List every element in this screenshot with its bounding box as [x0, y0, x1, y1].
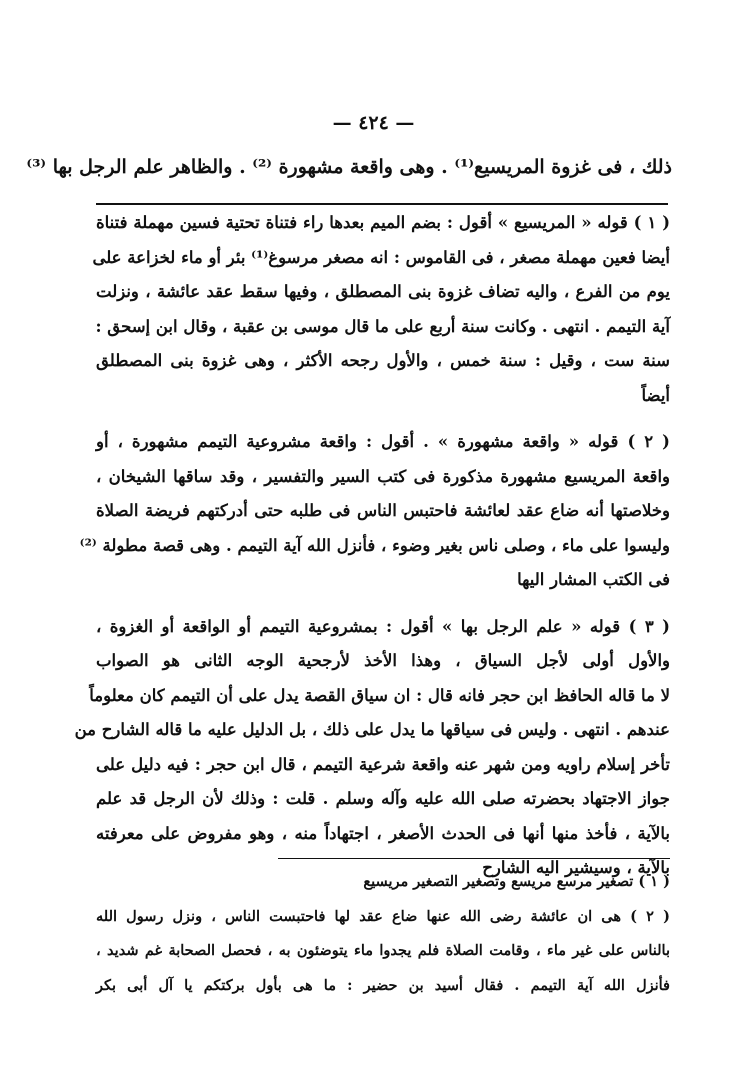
main-text-line: ذلك ، فى غزوة المريسيع⁽¹⁾ . وهى واقعة مشهورة ⁽²⁾ . والظاهر علم الرجل بها ⁽³⁾ [26, 156, 672, 178]
footnote-line: ( ١ ) تصغير مرسع مريسع وتصغير التصغير مريسيع [363, 873, 670, 890]
commentary-note-2 [79, 425, 670, 598]
text-line: عندهم . انتهى . وليس فى سياقها ما يدل على ذلك ، بل الدليل عليه ما قاله الشارح من [74, 720, 670, 739]
commentary-body [74, 206, 670, 898]
footnote-line: بالناس على غير ماء ، وقامت الصلاة فلم يجدوا ماء يتوضئون به ، فحصل الصحابة غم شديد ، [96, 942, 670, 959]
text-line: بالآية ، وسيشير اليه الشارح [482, 858, 670, 877]
text-line: فى الكتب المشار اليها [517, 570, 670, 589]
text-line: ( ١ ) قوله « المريسيع » أقول : بضم الميم بعدها راء فتناة تحتية فسين مهملة فتناة [96, 213, 670, 232]
text-line: واقعة المريسيع مشهورة مذكورة فى كتب السير والتفسير ، وقد ساقها الشيخان ، [96, 466, 670, 486]
text-line: يوم من الفرع ، واليه تضاف غزوة بنى المصطلق ، وفيها سقط عقد عائشة ، ونزلت [96, 282, 670, 301]
text-line: وخلاصتها أنه ضاع عقد لعائشة فاحتبس الناس فى طلبه حتى أدركتهم فريضة الصلاة [96, 501, 670, 520]
text-line: سنة ست ، وقيل : سنة خمس ، والأول رجحه الأكثر ، وهى غزوة بنى المصطلق [96, 351, 670, 370]
text-line: تأخر إسلام راويه ومن شهر عنه واقعة شرعية التيمم ، قال ابن حجر : فيه دليل على [96, 754, 670, 774]
text-line: جواز الاجتهاد بحضرته صلى الله عليه وآله وسلم . قلت : وذلك لأن الرجل قد علم [96, 789, 670, 808]
text-line: لا ما قاله الحافظ ابن حجر فانه قال : ان سياق القصة يدل على أن التيمم كان معلوماً [89, 685, 670, 705]
footnote-line: ( ٢ ) هى ان عائشة رضى الله عنها ضاع عقد لها فاحتبست الناس ، ونزل رسول الله [96, 907, 670, 925]
footnote-divider [278, 858, 670, 859]
text-line: ( ٣ ) قوله « علم الرجل بها » أقول : بمشروعية التيمم أو الواقعة أو الغزوة ، [96, 616, 670, 636]
commentary-divider [96, 203, 668, 205]
text-line: آية التيمم . انتهى . وكانت سنة أربع على ما قال موسى بن عقبة ، وقال ابن إسحق : [95, 316, 670, 336]
text-line: وليسوا على ماء ، وصلى ناس بغير وضوء ، فأنزل الله آية التيمم . وهى قصة مطولة ⁽²⁾ [79, 535, 670, 555]
footnote-line: فأنزل الله آية التيمم . فقال أسيد بن حضير : ما هى بأول بركتكم يا آل أبى بكر [96, 976, 670, 994]
page-number: — ٤٢٤ — [332, 112, 415, 134]
text-line: ( ٢ ) قوله « واقعة مشهورة » . أقول : واقعة مشروعية التيمم مشهورة ، أو [96, 432, 670, 451]
text-line: أيضا فعين مهملة مصغر ، فى القاموس : انه مصغر مرسوغ⁽¹⁾ بئر أو ماء لخزاعة على [92, 247, 670, 267]
footnotes [96, 868, 670, 1006]
text-line: والأول أولى لأجل السياق ، وهذا الأخذ لأرجحية الوجه الثانى هو الصواب [96, 651, 670, 670]
text-line: بالآية ، فأخذ منها أنها فى الحدث الأصغر ، اجتهاداً منه ، وهو مفروض على معرفته [96, 823, 670, 843]
commentary-note-3 [74, 610, 670, 886]
text-line: أيضاً [641, 385, 670, 405]
commentary-note-1 [92, 206, 670, 413]
